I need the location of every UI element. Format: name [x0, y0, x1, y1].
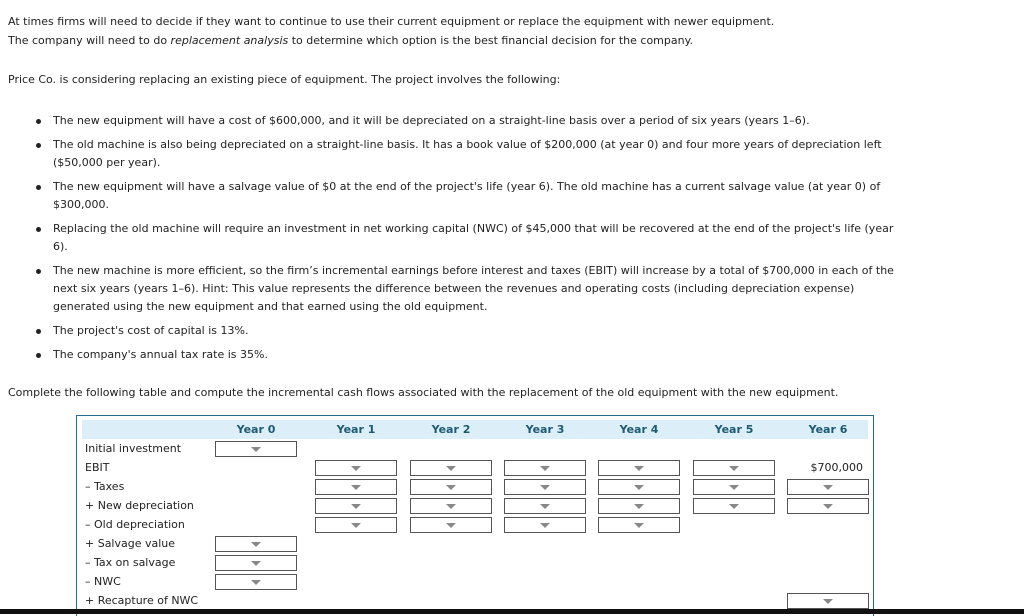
list-item: The company's annual tax rate is 35%. — [0, 346, 900, 364]
row-label: EBIT — [85, 461, 110, 474]
bottom-bar — [0, 609, 1024, 614]
intro-text: to determine which option is the best financial decision for the company. — [288, 34, 694, 47]
row-label: + Recapture of NWC — [85, 594, 199, 607]
dropdown-year-5[interactable] — [693, 460, 775, 476]
dropdown-year-2[interactable] — [410, 498, 492, 514]
row-label: – Old depreciation — [85, 518, 185, 531]
list-item: The new machine is more efficient, so the firm’s incremental earnings before interest and taxes (EBIT) will increase by a total of $700,000 in each of the next six years (years 1–6). Hint: This value represents the difference between the revenues and operating costs (including depreciation expense) generated using the new equipment and that earned using the old equipment. — [0, 262, 900, 316]
ebit-year-6-value: $700,000 — [810, 461, 863, 474]
dropdown-year-0[interactable] — [215, 441, 297, 457]
dropdown-year-2[interactable] — [410, 479, 492, 495]
dropdown-year-3[interactable] — [504, 460, 586, 476]
dropdown-year-0[interactable] — [215, 536, 297, 552]
dropdown-year-0[interactable] — [215, 555, 297, 571]
row-label: – NWC — [85, 575, 121, 588]
row-label: Initial investment — [85, 442, 182, 455]
replacement-analysis-term: replacement analysis — [170, 34, 289, 47]
scenario-text: Price Co. is considering replacing an existing piece of equipment. The project involves the following: — [8, 73, 561, 86]
dropdown-year-4[interactable] — [598, 517, 680, 533]
list-item: The new equipment will have a cost of $600,000, and it will be depreciated on a straight-line basis over a period of six years (years 1–6). — [0, 112, 900, 130]
year-header: Year 5 — [714, 423, 754, 436]
dropdown-year-3[interactable] — [504, 479, 586, 495]
dropdown-year-3[interactable] — [504, 498, 586, 514]
year-header: Year 6 — [808, 423, 848, 436]
row-label: – Tax on salvage — [85, 556, 176, 569]
intro-line-1: At times firms will need to decide if they want to continue to use their current equipment or replace the equipment with newer equipment. — [8, 15, 775, 28]
year-header: Year 2 — [431, 423, 471, 436]
row-label: + New depreciation — [85, 499, 194, 512]
instruction-text: Complete the following table and compute the incremental cash flows associated with the replacement of the old equipment with the new equipment. — [8, 386, 839, 399]
row-label: + Salvage value — [85, 537, 176, 550]
intro-text: The company will need to do — [8, 34, 171, 47]
dropdown-year-2[interactable] — [410, 460, 492, 476]
row-label: – Taxes — [85, 480, 125, 493]
cash-flow-table — [76, 415, 874, 616]
list-item: The project's cost of capital is 13%. — [0, 322, 900, 340]
dropdown-year-5[interactable] — [693, 498, 775, 514]
list-item: The old machine is also being depreciated on a straight-line basis. It has a book value of $200,000 (at year 0) and four more years of depreciation left ($50,000 per year). — [0, 136, 900, 172]
year-header: Year 1 — [336, 423, 376, 436]
year-header: Year 4 — [619, 423, 659, 436]
dropdown-year-1[interactable] — [315, 498, 397, 514]
dropdown-year-6[interactable] — [787, 593, 869, 609]
year-header: Year 0 — [236, 423, 276, 436]
dropdown-year-3[interactable] — [504, 517, 586, 533]
dropdown-year-1[interactable] — [315, 460, 397, 476]
dropdown-year-1[interactable] — [315, 517, 397, 533]
intro-line-2 — [8, 31, 693, 50]
list-item: Replacing the old machine will require an investment in net working capital (NWC) of $45,000 that will be recovered at the end of the project's life (year 6). — [0, 220, 900, 256]
dropdown-year-6[interactable] — [787, 498, 869, 514]
dropdown-year-1[interactable] — [315, 479, 397, 495]
dropdown-year-4[interactable] — [598, 479, 680, 495]
dropdown-year-0[interactable] — [215, 574, 297, 590]
year-header: Year 3 — [525, 423, 565, 436]
dropdown-year-4[interactable] — [598, 498, 680, 514]
list-item: The new equipment will have a salvage value of $0 at the end of the project's life (year 6). The old machine has a current salvage value (at year 0) of $300,000. — [0, 178, 900, 214]
dropdown-year-2[interactable] — [410, 517, 492, 533]
dropdown-year-6[interactable] — [787, 479, 869, 495]
dropdown-year-4[interactable] — [598, 460, 680, 476]
assumptions-list — [0, 112, 900, 370]
dropdown-year-5[interactable] — [693, 479, 775, 495]
